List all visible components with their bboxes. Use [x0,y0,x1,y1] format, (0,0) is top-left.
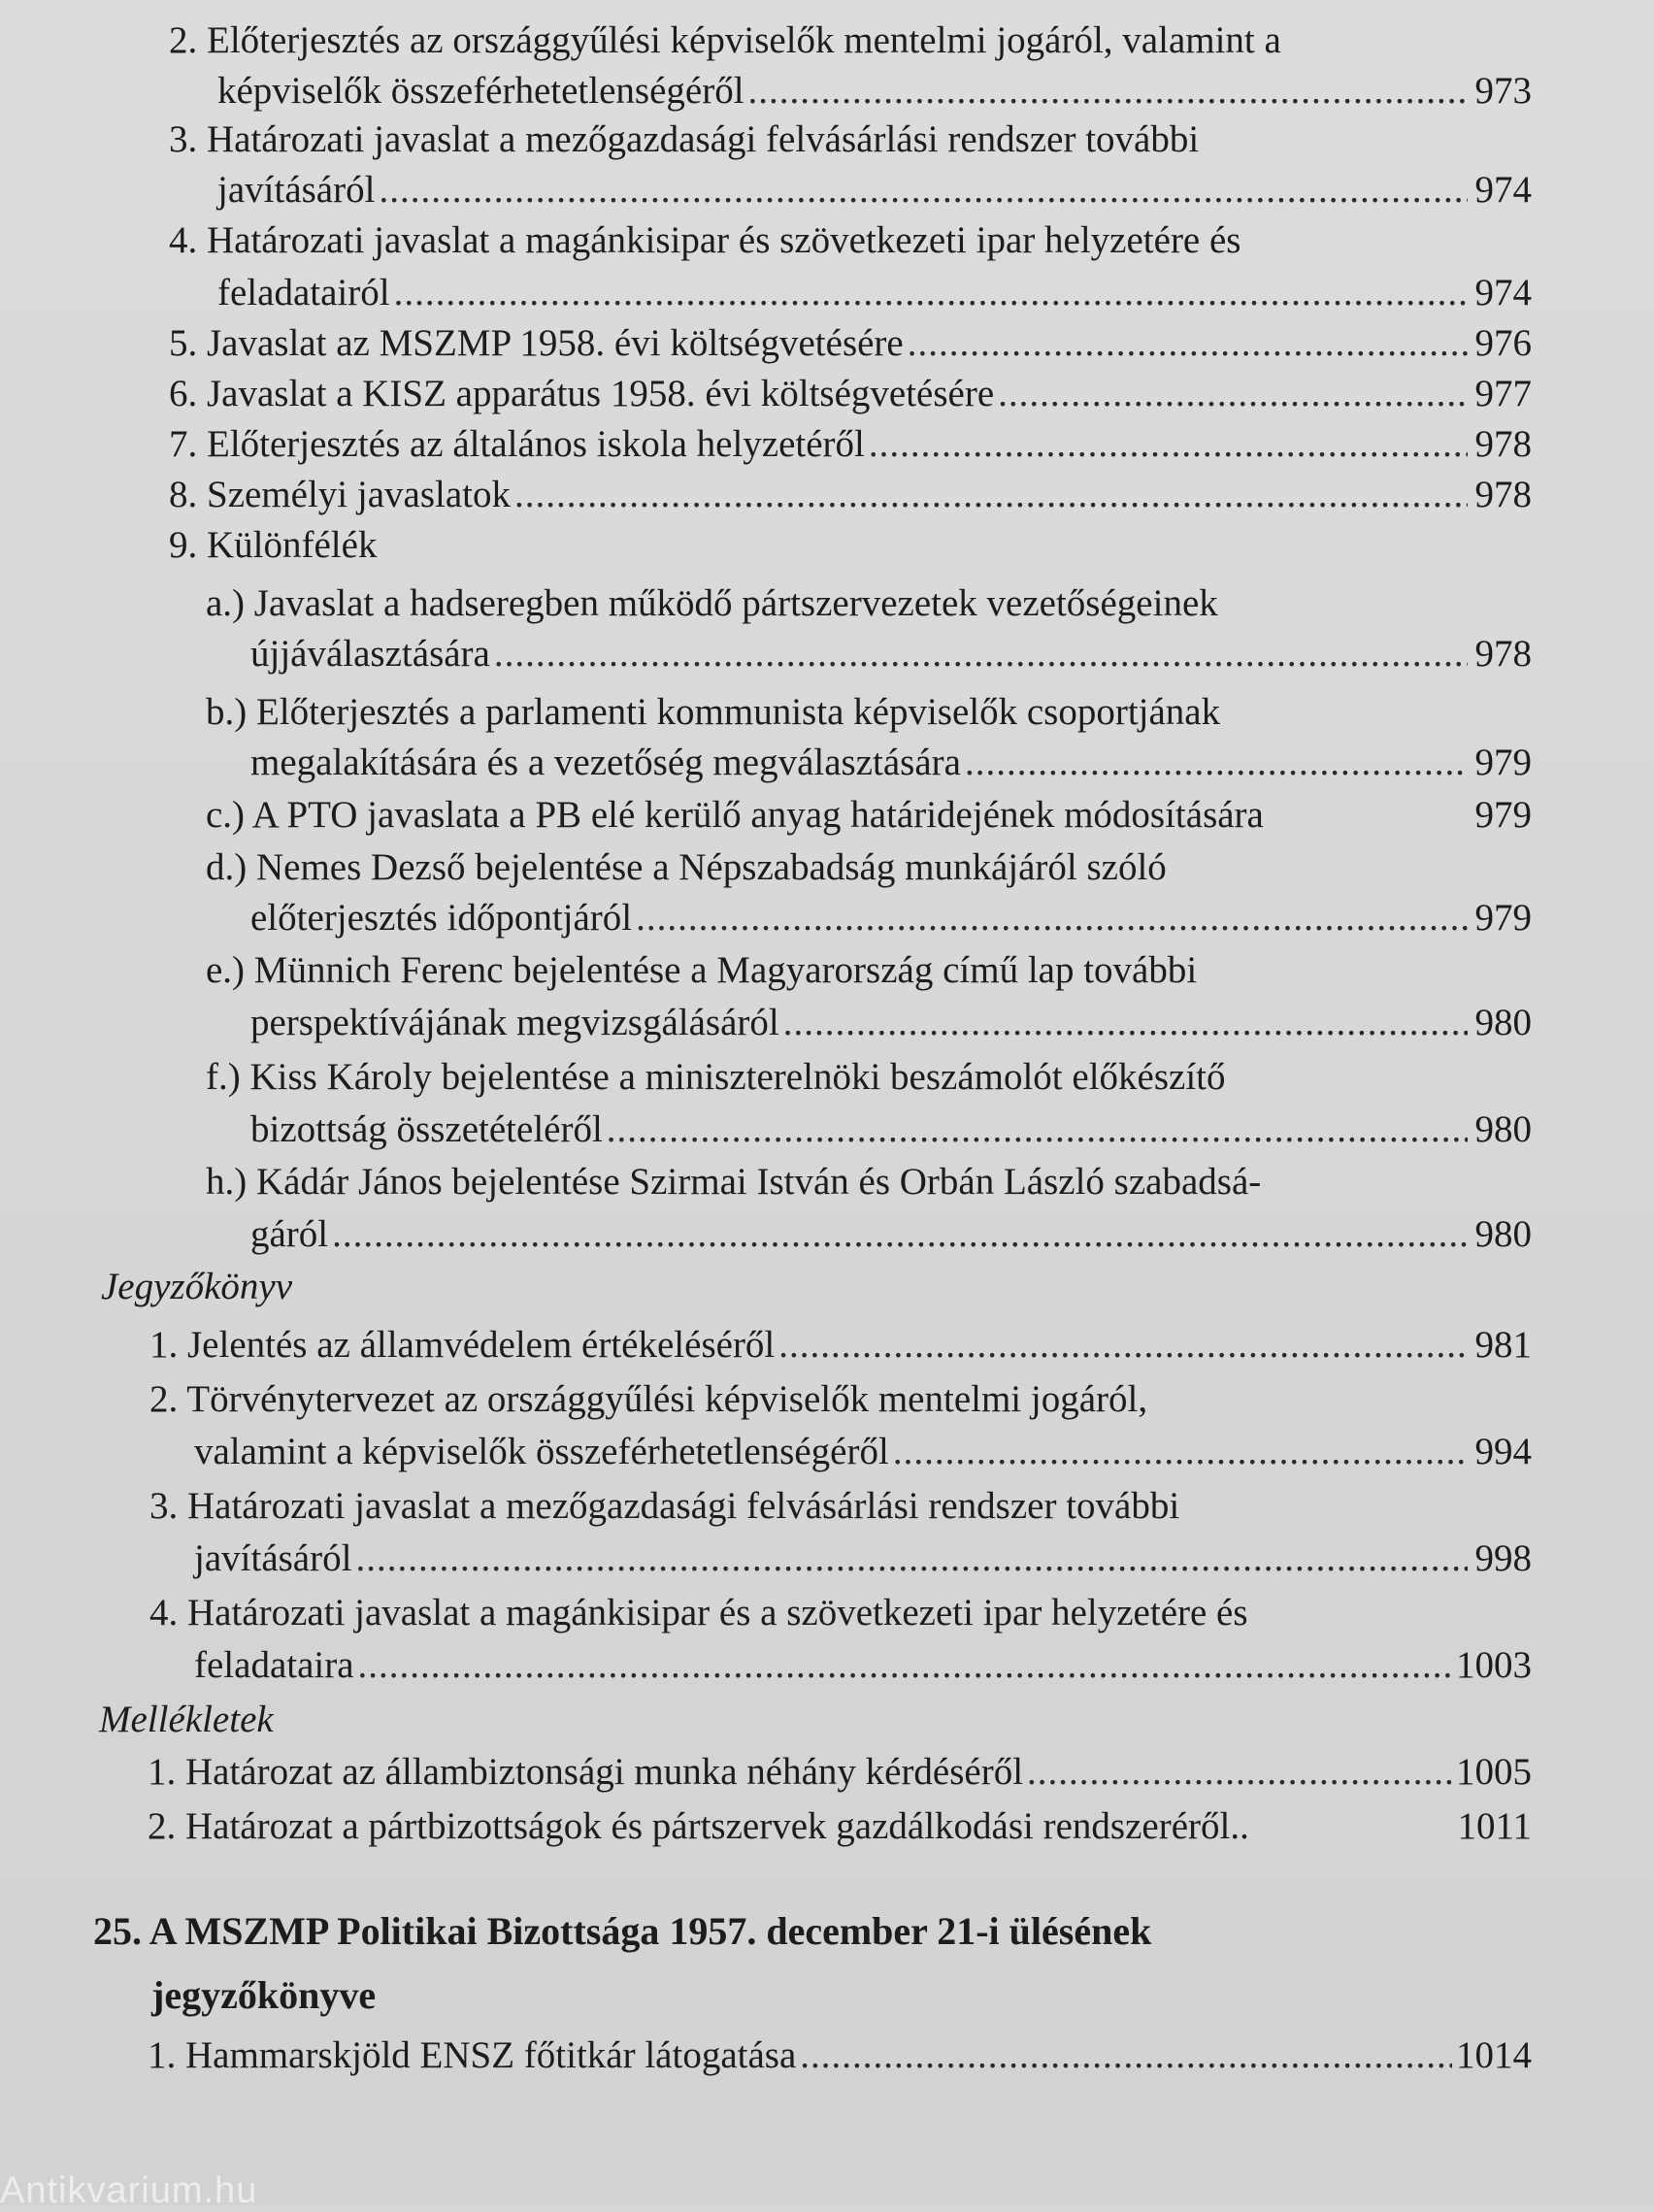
leader-dots [778,1320,1468,1370]
toc-entry-heading: 3. Határozati javaslat a mezőgazdasági felvásárlási rendszer további [169,118,1200,160]
leader-dots [965,738,1468,788]
toc-page-number: 1011 [1457,1805,1532,1847]
leader-dots [379,165,1468,215]
section-title: jegyzőkönyve [151,1973,377,2017]
toc-entry [250,738,1532,788]
toc-page-number: 977 [1474,373,1532,414]
toc-entry-title: c.) A PTO javaslata a PB elé kerülő anyag határidejének módosítására [206,794,1264,836]
toc-entry-heading: 4. Határozati javaslat a magánkisipar és szövetkezeti ipar helyzetére és [169,219,1241,261]
toc-entry-title: valamint a képviselők összeférhetetlenségéről [194,1431,889,1472]
toc-entry-title: feladatairól [217,272,390,314]
leader-dots [394,268,1468,318]
toc-entry-heading: f.) Kiss Károly bejelentése a miniszterelnöki beszámolót előkészítő [206,1056,1226,1098]
toc-entry-title: megalakítására és a vezetőség megválasztására [250,742,961,783]
toc-entry [169,419,1532,470]
toc-page-number: 1005 [1456,1751,1532,1793]
toc-entry [250,1209,1532,1260]
toc-entry-title: 1. Határozat az állambiztonsági munka néhány kérdéséről [148,1751,1024,1793]
toc-entry [250,893,1532,943]
toc-page-number: 980 [1474,1213,1532,1255]
toc-page-number: 978 [1474,633,1532,675]
section-heading: Jegyzőkönyv [101,1266,293,1307]
toc-entry-title: 5. Javaslat az MSZMP 1958. évi költségvetésére [169,322,904,364]
leader-dots [869,419,1468,470]
toc-entry [148,2030,1532,2081]
toc-entry-title: 8. Személyi javaslatok [169,474,511,515]
toc-page-number: 978 [1474,423,1532,465]
toc-page-number: 980 [1474,1002,1532,1043]
toc-entry [148,1801,1532,1852]
toc-entry-heading: e.) Münnich Ferenc bejelentése a Magyarország című lap további [206,949,1198,991]
toc-entry [169,318,1532,369]
toc-page-number: 979 [1474,897,1532,939]
leader-dots [607,1105,1468,1155]
toc-page-number: 998 [1474,1537,1532,1579]
leader-dots [355,1534,1468,1584]
toc-page-number: 981 [1474,1324,1532,1366]
toc-page-number: 974 [1474,169,1532,211]
toc-page-number: 980 [1474,1108,1532,1150]
toc-entry [217,268,1532,318]
toc-entry-title: 6. Javaslat a KISZ apparátus 1958. évi költségvetésére [169,373,995,414]
toc-entry [217,66,1532,116]
toc-entry [169,369,1532,419]
watermark: Antikvarium.hu [0,2170,258,2211]
toc-entry-title: javításáról [217,169,376,211]
section-title: 25. A MSZMP Politikai Bizottsága 1957. december 21-i ülésének [93,1909,1152,1953]
toc-page-number: 978 [1474,474,1532,515]
leader-dots [636,893,1468,943]
toc-entry-heading: h.) Kádár János bejelentése Szirmai István és Orbán László szabadsá- [206,1161,1262,1203]
section-heading: Mellékletek [99,1699,274,1740]
leader-dots [514,470,1468,520]
toc-entry-title: feladataira [194,1644,354,1686]
toc-entry [250,998,1532,1048]
leader-dots [1027,1747,1452,1798]
toc-entry [194,1534,1532,1584]
leader-dots [783,998,1468,1048]
toc-entry-title: perspektívájának megvizsgálásáról [250,1002,779,1043]
toc-page-number: 973 [1474,70,1532,112]
toc-entry [169,470,1532,520]
toc-page-number: 979 [1474,794,1532,836]
leader-dots [908,318,1468,369]
leader-dots [998,369,1468,419]
toc-entry-title: gáról [250,1213,329,1255]
toc-page-number: 979 [1474,742,1532,783]
toc-entry [148,1747,1532,1798]
leader-dots [494,629,1468,679]
toc-page-number: 976 [1474,322,1532,364]
leader-dots [358,1640,1452,1691]
toc-entry-title: képviselők összeférhetetlenségéről [217,70,744,112]
toc-entry [250,1105,1532,1155]
toc-entry-title: 1. Jelentés az államvédelem értékeléséről [149,1324,776,1366]
toc-entry-heading: 4. Határozati javaslat a magánkisipar és a szövetkezeti ipar helyzetére és [149,1592,1248,1634]
toc-entry-title: 7. Előterjesztés az általános iskola helyzetéről [169,423,865,465]
leader-dots [332,1209,1468,1260]
toc-entry-heading: 9. Különfélék [169,524,378,566]
toc-entry [250,629,1532,679]
toc-entry-title: újjáválasztására [250,633,490,675]
toc-entry-title: előterjesztés időpontjáról [250,897,633,939]
leader-dots [748,66,1468,116]
toc-entry-title: 1. Hammarskjöld ENSZ főtitkár látogatása [148,2034,797,2076]
toc-entry [217,165,1532,215]
toc-entry [206,790,1532,841]
leader-dots [800,2030,1452,2081]
toc-entry-heading: a.) Javaslat a hadseregben működő pártszervezetek vezetőségeinek [206,582,1218,624]
toc-page-number: 1014 [1456,2034,1532,2076]
toc-entry-heading: 3. Határozati javaslat a mezőgazdasági felvásárlási rendszer további [149,1485,1180,1527]
toc-entry-title: bizottság összetételéről [250,1108,603,1150]
toc-entry [194,1640,1532,1691]
toc-entry-title: javításáról [194,1537,352,1579]
toc-entry [149,1320,1532,1370]
toc-entry-heading: d.) Nemes Dezső bejelentése a Népszabadság munkájáról szóló [206,846,1167,888]
toc-entry-title: 2. Határozat a pártbizottságok és pártszervek gazdálkodási rendszeréről.. [148,1805,1249,1847]
toc-entry-heading: b.) Előterjesztés a parlamenti kommunista képviselők csoportjának [206,691,1221,733]
toc-entry [194,1427,1532,1477]
toc-entry-heading: 2. Előterjesztés az országgyűlési képviselők mentelmi jogáról, valamint a [169,19,1281,61]
leader-dots [893,1427,1468,1477]
toc-entry-heading: 2. Törvénytervezet az országgyűlési képviselők mentelmi jogáról, [149,1378,1148,1420]
toc-page-number: 994 [1474,1431,1532,1472]
toc-page-number: 1003 [1456,1644,1532,1686]
toc-page-number: 974 [1474,272,1532,314]
